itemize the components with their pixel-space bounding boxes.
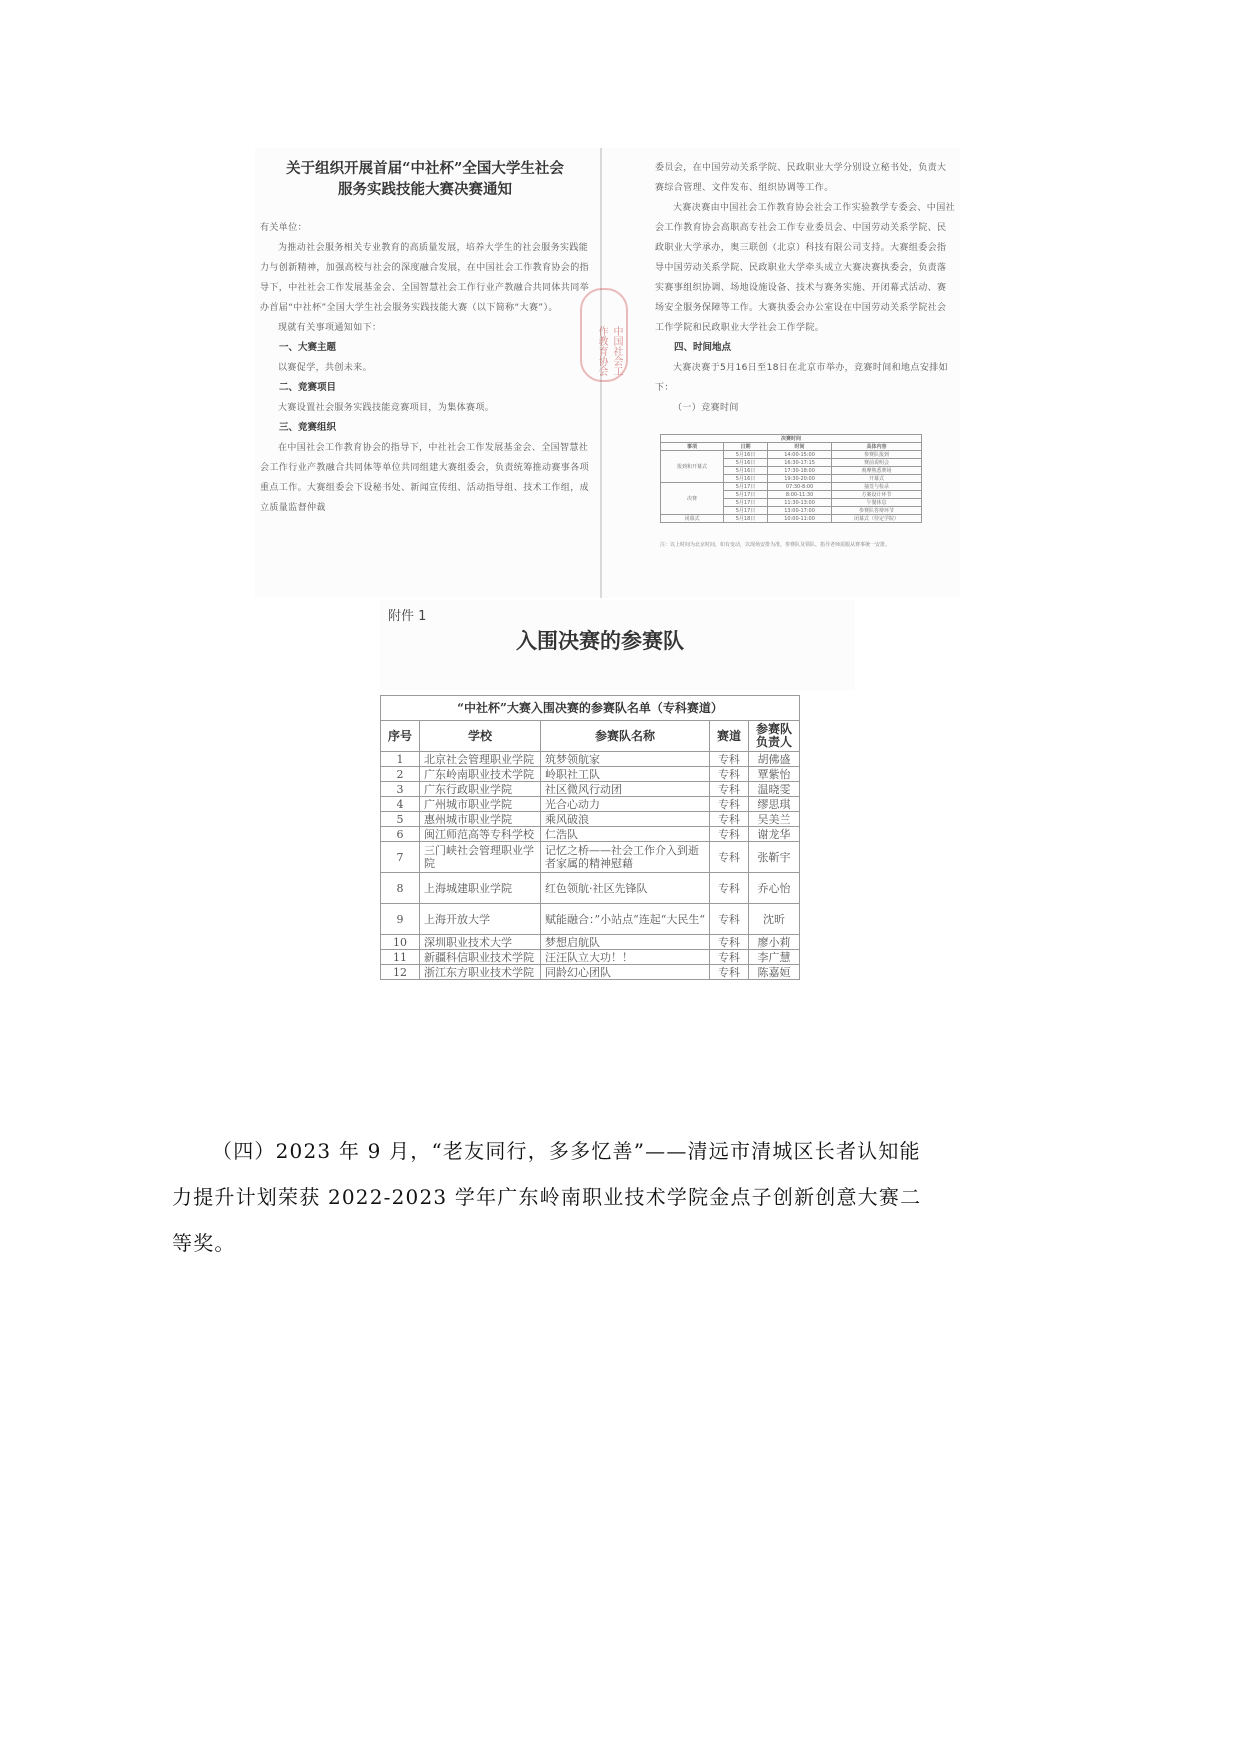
notice-intro: 为推动社会服务相关专业教育的高质量发展，培养大学生的社会服务实践能力与创新精神，加强高校与社会的深度融合发展，在中国社会工作教育协会的指导下，中社社会工作发展基金会、全国智慧社会工作行业产教融合共同体共同举办首届“中社杯”全国大学生社会服务实践技能大赛（以下简称“大赛”）。 bbox=[260, 243, 590, 313]
cell-leader: 陈嘉姮 bbox=[749, 965, 800, 980]
cell-no: 10 bbox=[381, 935, 420, 950]
cell-no: 2 bbox=[381, 767, 420, 782]
cell-school: 广东岭南职业技术学院 bbox=[420, 767, 541, 782]
schedule-cell: 17:30-18:00 bbox=[768, 467, 832, 475]
header-school: 学校 bbox=[420, 721, 541, 752]
cell-team: 光合心动力 bbox=[541, 797, 710, 812]
cell-leader: 沈昕 bbox=[749, 904, 800, 935]
notice-intro2: 现就有关事项通知如下： bbox=[278, 323, 382, 333]
team-table bbox=[380, 695, 800, 980]
schedule-cell: 5月16日 bbox=[723, 467, 767, 475]
schedule-cell: 13:00-17:00 bbox=[768, 507, 832, 515]
cell-track: 专科 bbox=[710, 965, 749, 980]
cell-team: 同龄幻心团队 bbox=[541, 965, 710, 980]
cell-no: 12 bbox=[381, 965, 420, 980]
schedule-header: 具体内容 bbox=[832, 443, 922, 451]
cell-team: 红色领航·社区先锋队 bbox=[541, 873, 710, 904]
cell-no: 9 bbox=[381, 904, 420, 935]
table-row bbox=[381, 797, 800, 812]
table-row bbox=[381, 782, 800, 797]
cell-track: 专科 bbox=[710, 873, 749, 904]
official-seal bbox=[580, 288, 628, 382]
schedule-cell: 5月16日 bbox=[723, 451, 767, 459]
cell-school: 闽江师范高等专科学校 bbox=[420, 827, 541, 842]
schedule-cell: 07:30-8:00 bbox=[768, 483, 832, 491]
schedule-table bbox=[660, 434, 922, 523]
notice-sub-competition-time: （一）竞赛时间 bbox=[673, 403, 739, 413]
notice-title bbox=[260, 158, 590, 200]
notice-salutation: 有关单位： bbox=[260, 223, 308, 233]
notice-heading-organization: 三、竞赛组织 bbox=[279, 422, 337, 433]
cell-school: 上海开放大学 bbox=[420, 904, 541, 935]
notice-heading-project: 二、竞赛项目 bbox=[279, 382, 337, 393]
cell-no: 7 bbox=[381, 842, 420, 873]
schedule-group: 决赛 bbox=[661, 483, 724, 515]
team-table-scan bbox=[380, 695, 800, 995]
cell-track: 专科 bbox=[710, 767, 749, 782]
schedule-cell: 午餐休息 bbox=[832, 499, 922, 507]
schedule-group: 闭幕式 bbox=[661, 515, 724, 523]
schedule-cell: 5月16日 bbox=[723, 459, 767, 467]
cell-school: 上海城建职业学院 bbox=[420, 873, 541, 904]
schedule-caption: 决赛时间 bbox=[661, 435, 922, 443]
schedule-cell: 11:30-13:00 bbox=[768, 499, 832, 507]
cell-leader: 缪思琪 bbox=[749, 797, 800, 812]
cell-leader: 张靳宇 bbox=[749, 842, 800, 873]
cell-school: 浙江东方职业技术学院 bbox=[420, 965, 541, 980]
cell-track: 专科 bbox=[710, 904, 749, 935]
schedule-cell: 参赛队答辩环节 bbox=[832, 507, 922, 515]
schedule-header: 事项 bbox=[661, 443, 724, 451]
attachment-label: 附件 1 bbox=[388, 609, 427, 624]
schedule-header: 日期 bbox=[723, 443, 767, 451]
schedule-group: 报到和开幕式 bbox=[661, 451, 724, 483]
schedule-header: 时间 bbox=[768, 443, 832, 451]
cell-school: 惠州城市职业学院 bbox=[420, 812, 541, 827]
cell-team: 汪汪队立大功！！ bbox=[541, 950, 710, 965]
cell-no: 3 bbox=[381, 782, 420, 797]
cell-team: 岭职社工队 bbox=[541, 767, 710, 782]
notice-right-continued: 委员会，在中国劳动关系学院、民政职业大学分别设立秘书处，负责大赛综合管理、文件发布、组织协调等工作。 bbox=[655, 163, 947, 193]
schedule-cell: 开幕式 bbox=[832, 475, 922, 483]
attachment-title: 入围决赛的参赛队 bbox=[516, 628, 684, 653]
schedule-cell: 5月18日 bbox=[723, 515, 767, 523]
cell-leader: 谢龙华 bbox=[749, 827, 800, 842]
cell-leader: 胡佛盛 bbox=[749, 752, 800, 767]
notice-scan bbox=[255, 148, 960, 598]
cell-track: 专科 bbox=[710, 935, 749, 950]
cell-no: 4 bbox=[381, 797, 420, 812]
cell-leader: 温晓雯 bbox=[749, 782, 800, 797]
cell-no: 1 bbox=[381, 752, 420, 767]
cell-school: 广州城市职业学院 bbox=[420, 797, 541, 812]
schedule-cell: 抽签与检录 bbox=[832, 483, 922, 491]
header-leader: 参赛队负责人 bbox=[749, 721, 800, 752]
cell-track: 专科 bbox=[710, 812, 749, 827]
header-no: 序号 bbox=[381, 721, 420, 752]
schedule-cell: 5月17日 bbox=[723, 483, 767, 491]
table-row bbox=[381, 842, 800, 873]
cell-leader: 乔心怡 bbox=[749, 873, 800, 904]
notice-title-line1: 关于组织开展首届“中社杯”全国大学生社会 bbox=[286, 160, 564, 177]
cell-school: 三门峡社会管理职业学院 bbox=[420, 842, 541, 873]
schedule-cell: 赛前说明会 bbox=[832, 459, 922, 467]
official-seal-text: 中国社会工作教育协会 bbox=[596, 326, 622, 376]
notice-title-line2: 服务实践技能大赛决赛通知 bbox=[338, 181, 512, 198]
cell-team: 梦想启航队 bbox=[541, 935, 710, 950]
cell-leader: 李广慧 bbox=[749, 950, 800, 965]
attachment-scan bbox=[380, 600, 855, 690]
cell-school: 北京社会管理职业学院 bbox=[420, 752, 541, 767]
cell-track: 专科 bbox=[710, 950, 749, 965]
cell-team: 筑梦领航家 bbox=[541, 752, 710, 767]
cell-track: 专科 bbox=[710, 752, 749, 767]
schedule-cell: 方案设计环节 bbox=[832, 491, 922, 499]
notice-organization-text: 在中国社会工作教育协会的指导下，中社社会工作发展基金会、全国智慧社会工作行业产教融合共同体等单位共同组建大赛组委会，负责统筹推动赛事各项重点工作。大赛组委会下设秘书处、新闻宣传组、活动指导组、技术工作组，成立质量监督仲裁 bbox=[260, 443, 590, 513]
schedule-cell: 16:30-17:15 bbox=[768, 459, 832, 467]
cell-school: 深圳职业技术大学 bbox=[420, 935, 541, 950]
schedule-cell: 参赛队报到 bbox=[832, 451, 922, 459]
table-row bbox=[381, 827, 800, 842]
schedule-cell: 19:30-20:00 bbox=[768, 475, 832, 483]
cell-team: 仁浩队 bbox=[541, 827, 710, 842]
cell-team: 乘风破浪 bbox=[541, 812, 710, 827]
schedule-cell: 闭幕式（待定学院） bbox=[832, 515, 922, 523]
team-table-caption: “中社杯”大赛入围决赛的参赛队名单（专科赛道） bbox=[381, 696, 800, 721]
table-row bbox=[381, 767, 800, 782]
cell-school: 广东行政职业学院 bbox=[420, 782, 541, 797]
notice-time-place-text: 大赛决赛于5月16日至18日在北京市举办，竞赛时间和地点安排如下： bbox=[655, 363, 949, 393]
table-row bbox=[381, 873, 800, 904]
table-row bbox=[381, 935, 800, 950]
award-paragraph: （四）2023 年 9 月，“老友同行，多多忆善”——清远市清城区长者认知能力提升计划荣获 2022-2023 学年广东岭南职业技术学院金点子创新创意大赛二等奖。 bbox=[172, 1139, 922, 1255]
header-track: 赛道 bbox=[710, 721, 749, 752]
schedule-cell: 5月17日 bbox=[723, 499, 767, 507]
cell-team: 赋能融合：”小站点“连起“大民生“ bbox=[541, 904, 710, 935]
cell-track: 专科 bbox=[710, 827, 749, 842]
schedule-cell: 观摩熟悉赛场 bbox=[832, 467, 922, 475]
table-row bbox=[381, 965, 800, 980]
cell-leader: 吴美兰 bbox=[749, 812, 800, 827]
header-team: 参赛队名称 bbox=[541, 721, 710, 752]
notice-left-page bbox=[260, 158, 590, 588]
table-row bbox=[381, 950, 800, 965]
schedule-cell: 5月17日 bbox=[723, 507, 767, 515]
notice-heading-theme: 一、大赛主题 bbox=[279, 342, 337, 353]
notice-heading-time-place: 四、时间地点 bbox=[674, 342, 732, 353]
cell-no: 8 bbox=[381, 873, 420, 904]
table-row bbox=[381, 812, 800, 827]
schedule-cell: 5月16日 bbox=[723, 475, 767, 483]
cell-no: 11 bbox=[381, 950, 420, 965]
notice-right-organizers: 大赛决赛由中国社会工作教育协会社会工作实验教学专委会、中国社会工作教育协会高职高专社会工作专业委员会、中国劳动关系学院、民政职业大学承办，奥三联创（北京）科技有限公司支持。大赛组委会指导中国劳动关系学院、民政职业大学牵头成立大赛决赛执委会，负责落实赛事组织协调、场地设施设备、技术与赛务实施、开闭幕式活动、赛场安全服务保障等工作。大赛执委会办公室设在中国劳动关系学院社会工作学院和民政职业大学社会工作学院。 bbox=[655, 203, 955, 333]
notice-project-text: 大赛设置社会服务实践技能竞赛项目，为集体赛项。 bbox=[278, 403, 495, 413]
cell-track: 专科 bbox=[710, 782, 749, 797]
cell-leader: 廖小莉 bbox=[749, 935, 800, 950]
cell-no: 5 bbox=[381, 812, 420, 827]
schedule-cell: 8:00-11:30 bbox=[768, 491, 832, 499]
table-row bbox=[381, 904, 800, 935]
cell-track: 专科 bbox=[710, 842, 749, 873]
notice-right-page bbox=[655, 158, 955, 588]
notice-theme-text: 以赛促学，共创未来。 bbox=[278, 363, 373, 373]
cell-school: 新疆科信职业技术学院 bbox=[420, 950, 541, 965]
schedule-note: 注：以上时间为北京时间，如有变动，以现场安排为准。参赛队及领队、指导老师需服从赛事统一安排。 bbox=[660, 542, 891, 548]
table-row bbox=[381, 752, 800, 767]
cell-leader: 覃紫怡 bbox=[749, 767, 800, 782]
cell-team: 社区微风行动团 bbox=[541, 782, 710, 797]
cell-no: 6 bbox=[381, 827, 420, 842]
schedule-cell: 14:00-15:00 bbox=[768, 451, 832, 459]
cell-team: 记忆之桥——社会工作介入到逝者家属的精神慰藉 bbox=[541, 842, 710, 873]
schedule-cell: 5月17日 bbox=[723, 491, 767, 499]
cell-track: 专科 bbox=[710, 797, 749, 812]
schedule-cell: 10:00-11:00 bbox=[768, 515, 832, 523]
